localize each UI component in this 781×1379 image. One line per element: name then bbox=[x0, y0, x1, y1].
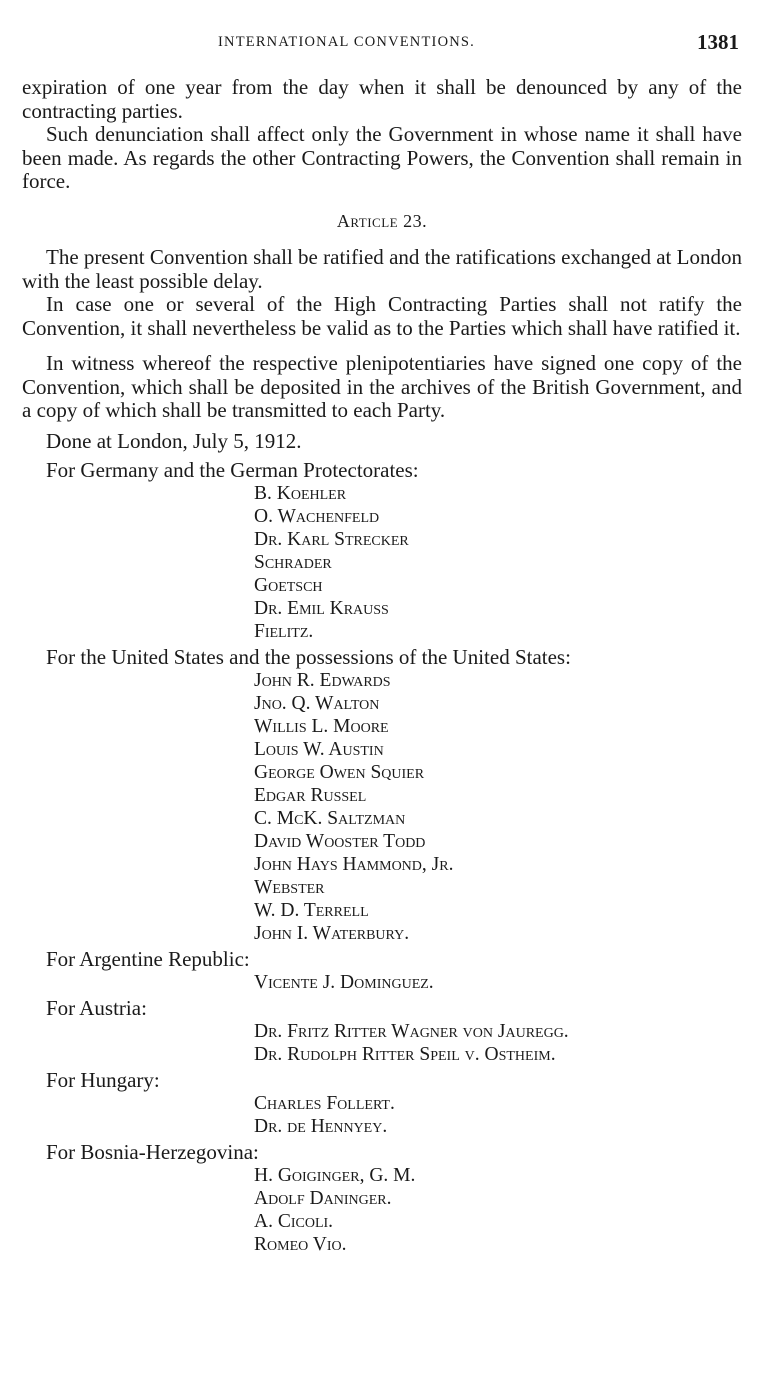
signatory-name: W. D. Terrell bbox=[254, 900, 369, 921]
signatory-block bbox=[22, 1069, 742, 1138]
signatory-block bbox=[22, 1141, 742, 1256]
signatory-name: H. Goiginger, G. M. bbox=[254, 1165, 416, 1186]
signatory-country: For Germany and the German Protectorates: bbox=[46, 458, 419, 482]
article-heading: Article 23. bbox=[336, 210, 428, 231]
signatory-name: A. Cicoli. bbox=[254, 1211, 334, 1232]
signatory-name: John I. Waterbury. bbox=[254, 923, 410, 944]
signatory-block bbox=[22, 948, 742, 994]
signatory-name: Willis L. Moore bbox=[254, 716, 389, 737]
signatory-name: Edgar Russel bbox=[254, 785, 367, 806]
signatory-names bbox=[22, 482, 742, 643]
signatory-name: O. Wachenfeld bbox=[254, 506, 380, 527]
signatory-name: Dr. Karl Strecker bbox=[254, 529, 409, 550]
signatory-name: Romeo Vio. bbox=[254, 1234, 347, 1255]
signatory-name: C. McK. Saltzman bbox=[254, 808, 406, 829]
signatory-name: Adolf Daninger. bbox=[254, 1188, 392, 1209]
intro-paragraph-1: expiration of one year from the day when it shall be denounced by any of the contracting parties. bbox=[22, 75, 742, 123]
signatory-name: George Owen Squier bbox=[254, 762, 425, 783]
signatory-names bbox=[22, 1164, 742, 1256]
page-number: 1381 bbox=[697, 30, 739, 54]
signatory-name: Vicente J. Dominguez. bbox=[254, 972, 434, 993]
signatory-name: Jno. Q. Walton bbox=[254, 693, 380, 714]
page-header bbox=[0, 30, 781, 60]
signatory-country: For the United States and the possessions of the United States: bbox=[46, 645, 571, 669]
signatory-name: Schrader bbox=[254, 552, 332, 573]
signatory-name: Goetsch bbox=[254, 575, 323, 596]
signatory-name: B. Koehler bbox=[254, 483, 347, 504]
signatory-name: Louis W. Austin bbox=[254, 739, 384, 760]
intro-paragraph-2: Such denunciation shall affect only the Government in whose name it shall have been made. As regards the other Contracting Powers, the Convention shall remain in force. bbox=[22, 122, 742, 193]
signatory-names bbox=[22, 669, 742, 945]
article-paragraph-2: In case one or several of the High Contracting Parties shall not ratify the Convention, it shall nevertheless be valid as to the Parties which shall have ratified it. bbox=[22, 292, 742, 340]
signatory-name: David Wooster Todd bbox=[254, 831, 426, 852]
signatory-name: Charles Follert. bbox=[254, 1093, 395, 1114]
signatory-country: For Bosnia-Herzegovina: bbox=[46, 1140, 259, 1164]
signatory-name: Dr. de Hennyey. bbox=[254, 1116, 388, 1137]
article-paragraph-1: The present Convention shall be ratified and the ratifications exchanged at London with the least possible delay. bbox=[22, 245, 742, 293]
signatory-name: Dr. Fritz Ritter Wagner von Jauregg. bbox=[254, 1021, 569, 1042]
page-body bbox=[22, 76, 742, 1259]
signatory-block bbox=[22, 646, 742, 945]
signatory-country: For Austria: bbox=[46, 996, 147, 1020]
signatory-country: For Argentine Republic: bbox=[46, 947, 250, 971]
signatory-name: Dr. Rudolph Ritter Speil v. Ostheim. bbox=[254, 1044, 556, 1065]
signatory-name: John R. Edwards bbox=[254, 670, 391, 691]
signatory-name: Fielitz. bbox=[254, 621, 314, 642]
signatory-name: Webster bbox=[254, 877, 325, 898]
signatory-names bbox=[22, 1020, 742, 1066]
signatory-names bbox=[22, 971, 742, 994]
running-title: INTERNATIONAL CONVENTIONS. bbox=[218, 34, 475, 50]
signatories-list bbox=[22, 459, 742, 1256]
done-line: Done at London, July 5, 1912. bbox=[46, 428, 302, 453]
witness-paragraph: In witness whereof the respective plenipotentiaries have signed one copy of the Convention, which shall be deposited in the archives of the British Government, and a copy of which shall be transmitted to each Party. bbox=[22, 351, 742, 422]
signatory-names bbox=[22, 1092, 742, 1138]
signatory-name: John Hays Hammond, Jr. bbox=[254, 854, 454, 875]
signatory-block bbox=[22, 997, 742, 1066]
signatory-name: Dr. Emil Krauss bbox=[254, 598, 389, 619]
signatory-block bbox=[22, 459, 742, 643]
signatory-country: For Hungary: bbox=[46, 1068, 160, 1092]
